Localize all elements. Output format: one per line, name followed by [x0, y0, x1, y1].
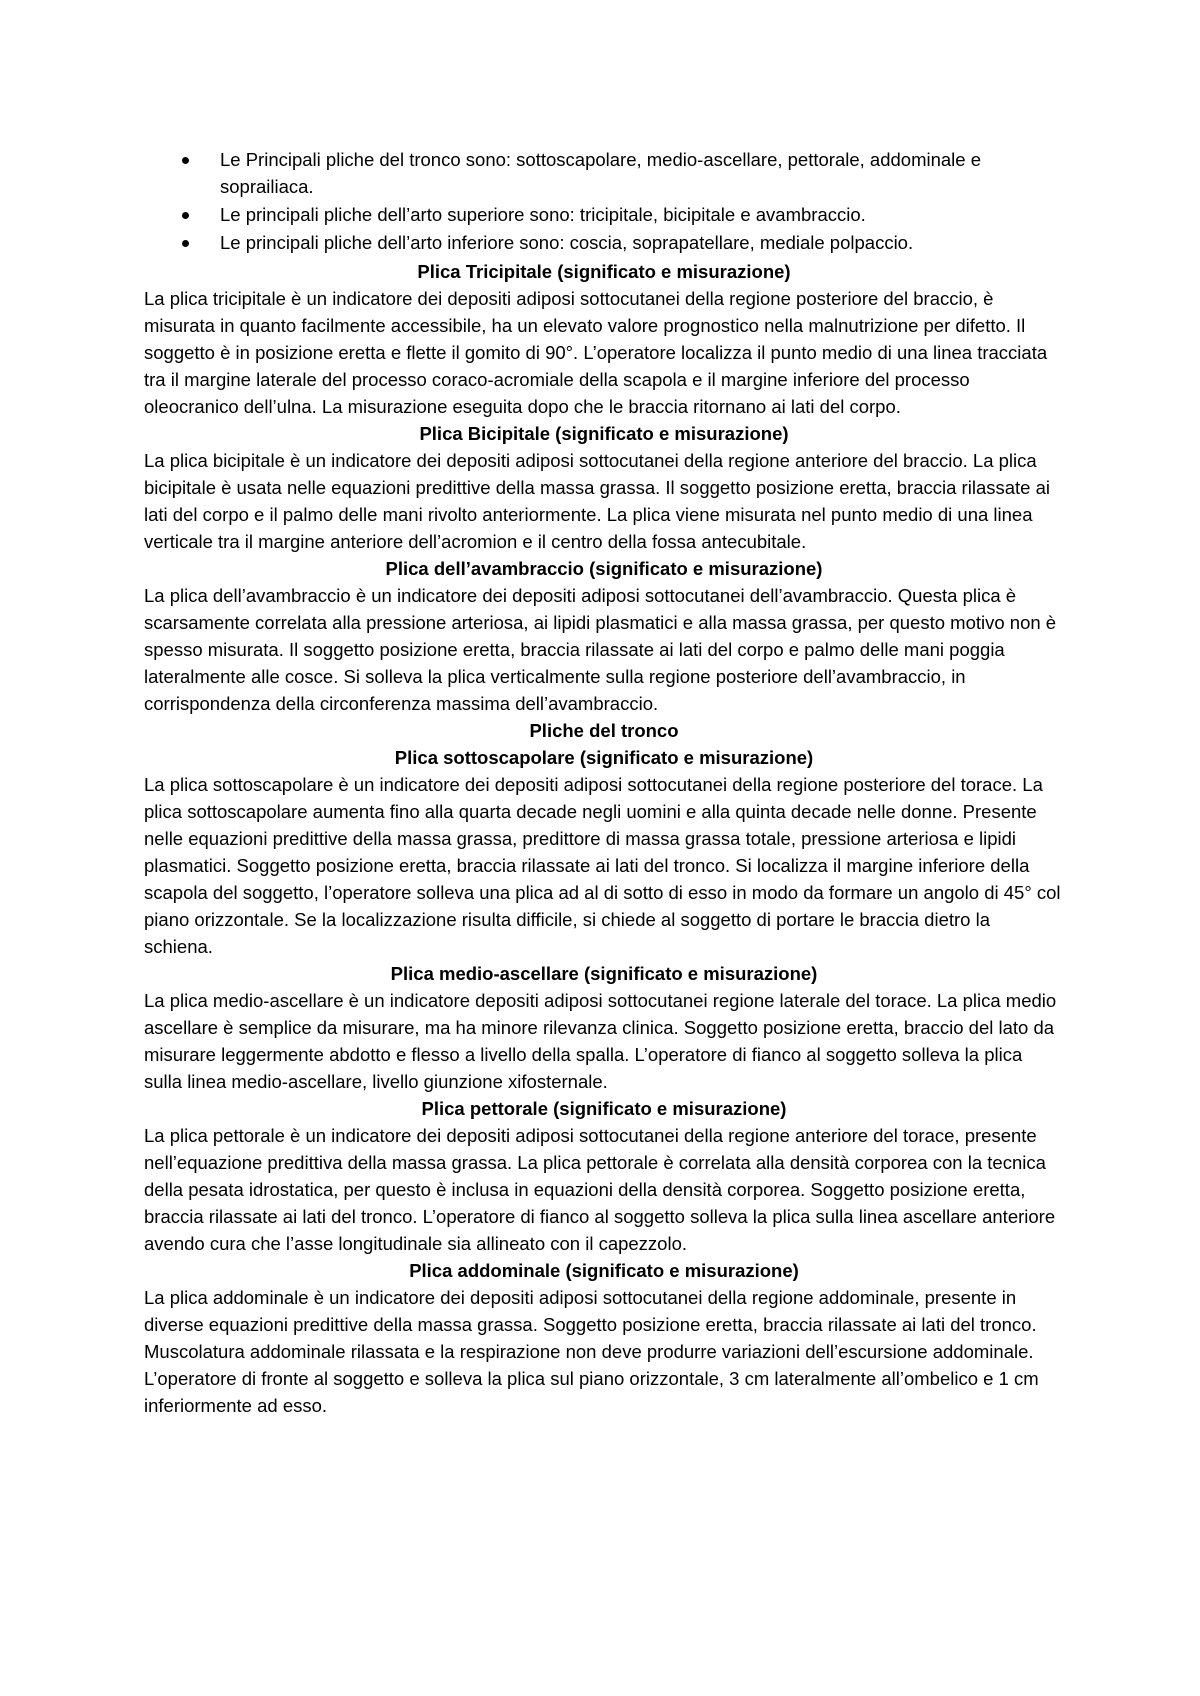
bullet-icon [182, 157, 189, 164]
section-text-bicipitale: La plica bicipitale è un indicatore dei depositi adiposi sottocutanei della regione anteriore del braccio. La plica bicipitale è usata nelle equazioni predittive della massa grassa. Il soggetto posizione eretta, braccia rilassate ai lati del corpo e il palmo delle mani rivolto anteriormente. La plica viene misurata nel punto medio di una linea verticale tra il margine anteriore dell’acromion e il centro della fossa antecubitale. [144, 450, 1050, 552]
bullet-icon [182, 212, 189, 219]
section-title-tricipitale: Plica Tricipitale (significato e misurazione) [417, 261, 791, 282]
bullet-text: Le Principali pliche del tronco sono: sottoscapolare, medio-ascellare, pettorale, addominale e soprailiaca. [220, 149, 981, 197]
section-text-tricipitale: La plica tricipitale è un indicatore dei depositi adiposi sottocutanei della regione posteriore del braccio, è misurata in quanto facilmente accessibile, ha un elevato valore prognostico nella malnutrizione per difetto. Il soggetto è in posizione eretta e flette il gomito di 90°. L’operatore localizza il punto medio di una linea tracciata tra il margine laterale del processo coraco-acromiale della scapola e il margine inferiore del processo oleocranico dell’ulna. La misurazione eseguita dopo che le braccia ritornano ai lati del corpo. [144, 288, 1048, 417]
section-text-sottoscapolare: La plica sottoscapolare è un indicatore dei depositi adiposi sottocutanei della regione posteriore del torace. La plica sottoscapolare aumenta fino alla quarta decade negli uomini e alla quinta decade nelle donne. Presente nelle equazioni predittive della massa grassa, predittore di massa grassa totale, pressione arteriosa e lipidi plasmatici. Soggetto posizione eretta, braccia rilassate ai lati del tronco. Si localizza il margine inferiore della scapola del soggetto, l’operatore solleva una plica ad al di sotto di esso in modo da formare un angolo di 45° col piano orizzontale. Se la localizzazione risulta difficile, si chiede al soggetto di portare le braccia dietro la schiena. [144, 774, 1061, 957]
bullet-text: Le principali pliche dell’arto inferiore sono: coscia, soprapatellare, mediale polpaccio. [220, 232, 914, 253]
list-item [144, 229, 1064, 256]
document-body [144, 146, 1064, 1419]
section-title-pettorale: Plica pettorale (significato e misurazione) [421, 1098, 787, 1119]
list-item [144, 201, 1064, 228]
section-text-medio-ascellare: La plica medio-ascellare è un indicatore depositi adiposi sottocutanei regione laterale del torace. La plica medio ascellare è semplice da misurare, ma ha minore rilevanza clinica. Soggetto posizione eretta, braccio del lato da misurare leggermente abdotto e flesso a livello della spalla. L’operatore di fianco al soggetto solleva la plica sulla linea medio-ascellare, livello giunzione xifosternale. [144, 990, 1057, 1092]
section-heading-tronco: Pliche del tronco [529, 720, 679, 741]
section-title-avambraccio: Plica dell’avambraccio (significato e misurazione) [385, 558, 823, 579]
bullet-icon [182, 240, 189, 247]
section-text-pettorale: La plica pettorale è un indicatore dei depositi adiposi sottocutanei della regione anteriore del torace, presente nell’equazione predittiva della massa grassa. La plica pettorale è correlata alla densità corporea con la tecnica della pesata idrostatica, per questo è inclusa in equazioni della densità corporea. Soggetto posizione eretta, braccia rilassate ai lati del tronco. L’operatore di fianco al soggetto solleva la plica sulla linea ascellare anteriore avendo cura che l’asse longitudinale sia allineato con il capezzolo. [144, 1125, 1056, 1254]
section-title-addominale: Plica addominale (significato e misurazione) [409, 1260, 799, 1281]
section-title-medio-ascellare: Plica medio-ascellare (significato e misurazione) [390, 963, 818, 984]
section-text-addominale: La plica addominale è un indicatore dei depositi adiposi sottocutanei della regione addominale, presente in diverse equazioni predittive della massa grassa. Soggetto posizione eretta, braccia rilassate ai lati del tronco. Muscolatura addominale rilassata e la respirazione non deve produrre variazioni dell’escursione addominale. L’operatore di fronte al soggetto e solleva la plica sul piano orizzontale, 3 cm lateralmente all’ombelico e 1 cm inferiormente ad esso. [144, 1287, 1039, 1416]
list-item [144, 146, 1064, 200]
section-title-bicipitale: Plica Bicipitale (significato e misurazione) [419, 423, 789, 444]
section-text-avambraccio: La plica dell’avambraccio è un indicatore dei depositi adiposi sottocutanei dell’avambraccio. Questa plica è scarsamente correlata alla pressione arteriosa, ai lipidi plasmatici e alla massa grassa, per questo motivo non è spesso misurata. Il soggetto posizione eretta, braccia rilassate ai lati del corpo e palmo delle mani poggia lateralmente alle cosce. Si solleva la plica verticalmente sulla regione posteriore dell’avambraccio, in corrispondenza della circonferenza massima dell’avambraccio. [144, 585, 1057, 714]
bullet-list [144, 146, 1064, 256]
bullet-text: Le principali pliche dell’arto superiore sono: tricipitale, bicipitale e avambraccio. [220, 204, 866, 225]
section-title-sottoscapolare: Plica sottoscapolare (significato e misurazione) [394, 747, 814, 768]
